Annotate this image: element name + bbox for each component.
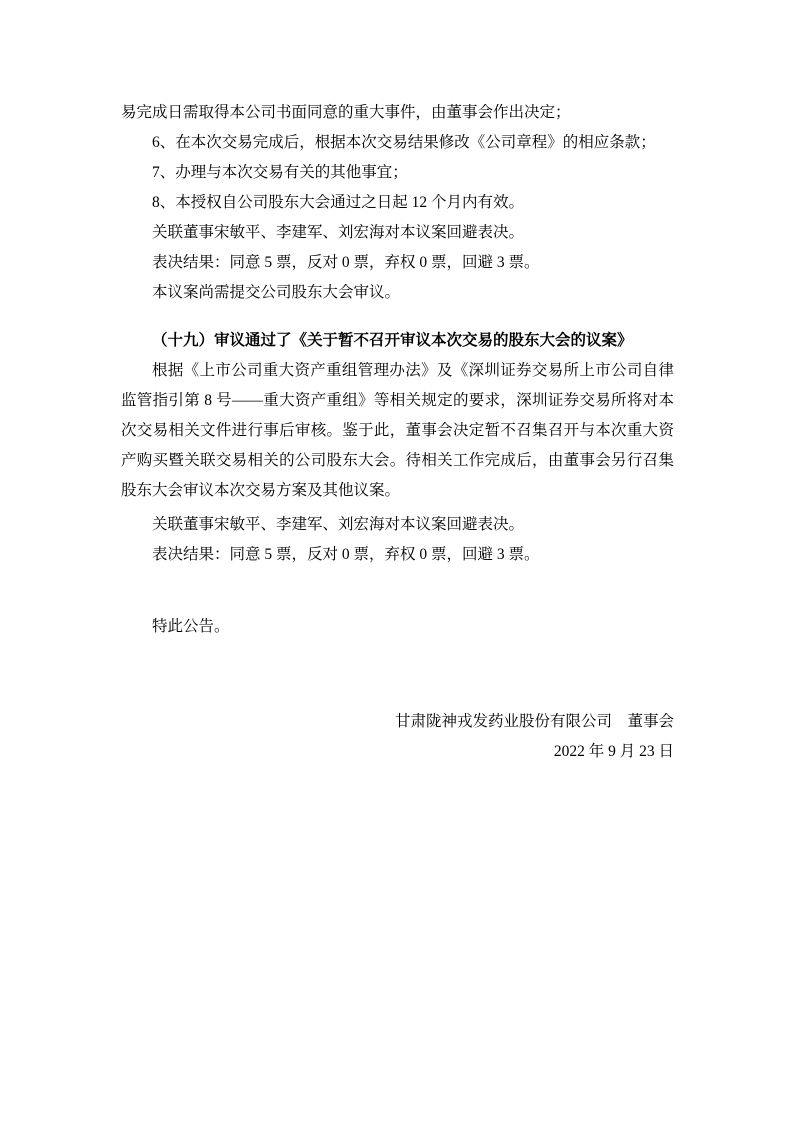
closing-statement: 特此公告。 xyxy=(152,618,230,635)
signature-company: 甘肃陇神戎发药业股份有限公司 董事会 xyxy=(394,713,674,730)
prior-item-submission-note: 本议案尚需提交公司股东大会审议。 xyxy=(152,284,401,301)
section-19-heading: （十九）审议通过了《关于暂不召开审议本次交易的股东大会的议案》 xyxy=(152,332,633,349)
authorization-item-8: 8、本授权自公司股东大会通过之日起 12 个月内有效。 xyxy=(152,194,525,211)
prior-item-recusal-note: 关联董事宋敏平、李建军、刘宏海对本议案回避表决。 xyxy=(152,224,525,241)
signature-date: 2022 年 9 月 23 日 xyxy=(553,743,674,760)
continuation-line: 易完成日需取得本公司书面同意的重大事件，由董事会作出决定； xyxy=(121,104,571,121)
authorization-item-6: 6、在本次交易完成后，根据本次交易结果修改《公司章程》的相应条款； xyxy=(152,134,656,151)
section-19-recusal-note: 关联董事宋敏平、李建军、刘宏海对本议案回避表决。 xyxy=(152,516,525,533)
section-19-body: 根据《上市公司重大资产重组管理办法》及《深圳证券交易所上市公司自律监管指引第 8 号——重大资产重组》等相关规定的要求，深圳证券交易所将对本次交易相关文件进行事后审核。鉴于此，董事会决定暂不召集召开与本次重大资产购买暨关联交易相关的公司股东大会。待相关工作完成后，由董事会另行召集股东大会审议本次交易方案及其他议案。 xyxy=(121,362,674,499)
prior-item-vote-result: 表决结果：同意 5 票，反对 0 票，弃权 0 票，回避 3 票。 xyxy=(152,254,540,271)
authorization-item-7: 7、办理与本次交易有关的其他事宜； xyxy=(152,164,408,181)
section-19-vote-result: 表决结果：同意 5 票，反对 0 票，弃权 0 票，回避 3 票。 xyxy=(152,546,540,563)
